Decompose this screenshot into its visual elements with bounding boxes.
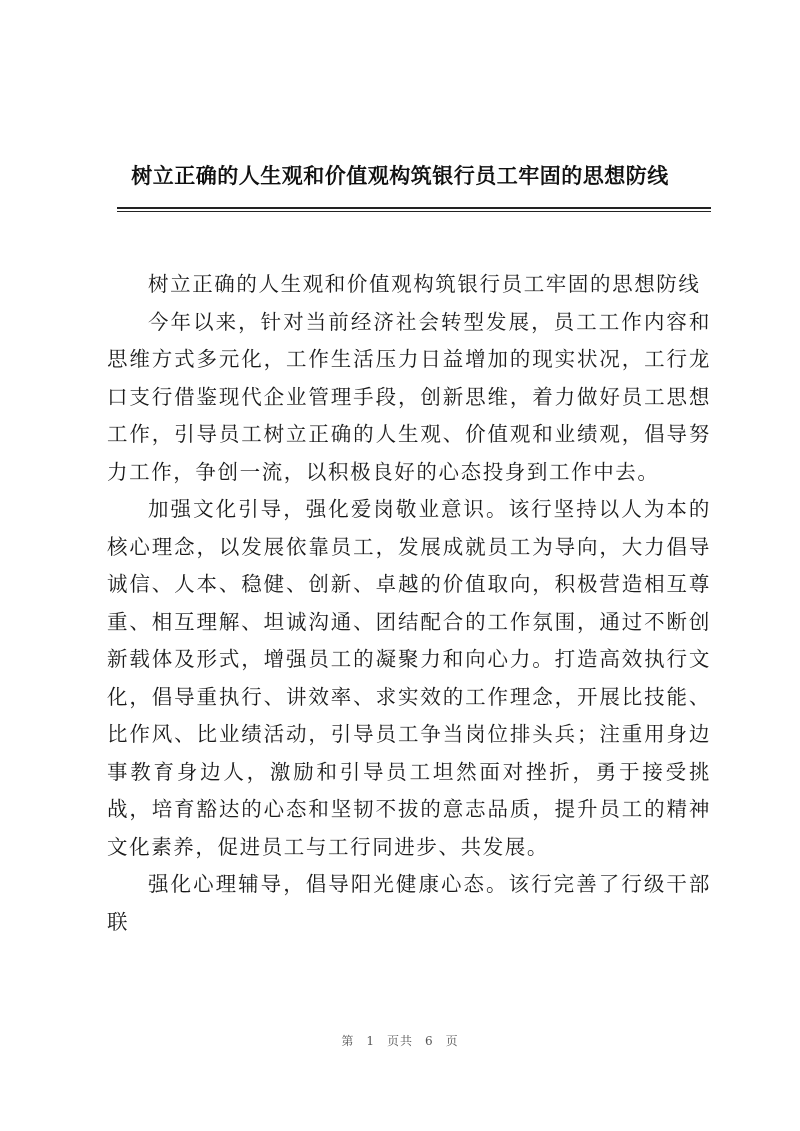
footer-page-number: 1	[366, 1034, 375, 1048]
footer-suffix: 页	[445, 1034, 459, 1048]
paragraph-heading: 树立正确的人生观和价值观构筑银行员工牢固的思想防线	[148, 272, 701, 296]
title-divider	[117, 207, 711, 212]
footer-middle: 页共	[386, 1034, 413, 1048]
footer-prefix: 第	[341, 1034, 355, 1048]
paragraph-psychology: 强化心理辅导，倡导阳光健康心态。该行完善了行级干部联	[107, 872, 711, 934]
document-body	[107, 266, 711, 941]
footer-total-pages: 6	[425, 1034, 434, 1048]
paragraph-intro: 今年以来，针对当前经济社会转型发展，员工工作内容和思维方式多元化，工作生活压力日益增加的现实状况，工行龙口支行借鉴现代企业管理手段，创新思维，着力做好员工思想工作，引导员工树立正确的人生观、价值观和业绩观，倡导努力工作，争创一流，以积极良好的心态投身到工作中去。	[107, 309, 711, 484]
paragraph-culture: 加强文化引导，强化爱岗敬业意识。该行坚持以人为本的核心理念，以发展依靠员工，发展成就员工为导向，大力倡导诚信、人本、稳健、创新、卓越的价值取向，积极营造相互尊重、相互理解、坦诚沟通、团结配合的工作氛围，通过不断创新载体及形式，增强员工的凝聚力和向心力。打造高效执行文化，倡导重执行、讲效率、求实效的工作理念，开展比技能、比作风、比业绩活动，引导员工争当岗位排头兵；注重用身边事教育身边人，激励和引导员工坦然面对挫折，勇于接受挑战，培育豁达的心态和坚韧不拔的意志品质，提升员工的精神文化素养，促进员工与工行同进步、共发展。	[107, 497, 711, 859]
page-footer	[0, 1032, 800, 1049]
page-title: 树立正确的人生观和价值观构筑银行员工牢固的思想防线	[131, 164, 669, 188]
